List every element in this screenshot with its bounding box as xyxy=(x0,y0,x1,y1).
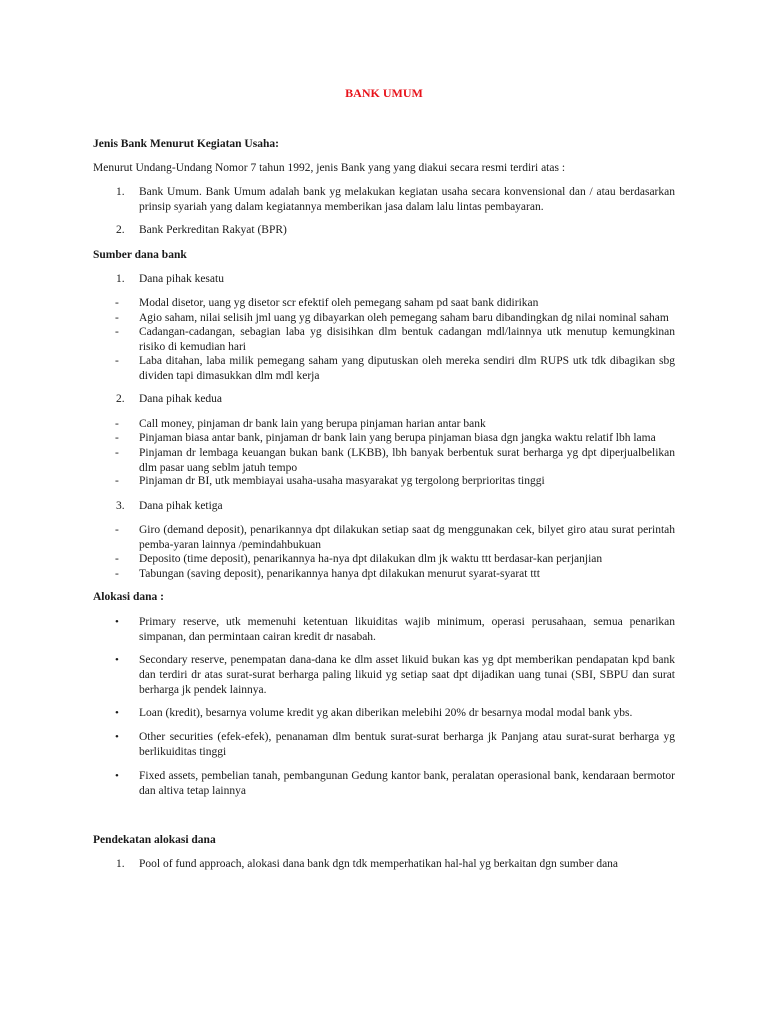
dash-item xyxy=(93,474,675,489)
dash-item xyxy=(93,552,675,567)
dash-item xyxy=(93,354,675,384)
dash-marker: - xyxy=(115,312,119,324)
numbered-subheading xyxy=(93,499,675,514)
dash-marker: - xyxy=(115,447,119,459)
dash-marker: - xyxy=(115,524,119,536)
bullet-item-text: Other securities (efek-efek), penanaman dlm bentuk surat-surat berharga jk Panjang atau surat-surat berharga yg berlikuiditas tinggi xyxy=(139,731,675,758)
list-marker: 3. xyxy=(116,500,125,512)
list-marker: 2. xyxy=(116,224,125,236)
bullet-item xyxy=(93,769,675,799)
bullet-marker: • xyxy=(115,707,119,719)
dash-marker: - xyxy=(115,355,119,367)
section-intro: Menurut Undang-Undang Nomor 7 tahun 1992, jenis Bank yang yang diakui secara resmi terdiri atas : xyxy=(93,162,566,174)
list-item-text: Bank Umum. Bank Umum adalah bank yg melakukan kegiatan usaha secara konvensional dan / atau berdasarkan prinsip syariah yang dalam kegiatannya memberikan jasa dalam lalu lintas pembayaran. xyxy=(139,186,675,213)
list-marker: 2. xyxy=(116,393,125,405)
dash-item xyxy=(93,431,675,446)
dash-marker: - xyxy=(115,326,119,338)
bullet-item-text: Primary reserve, utk memenuhi ketentuan likuiditas wajib minimum, operasi perusahaan, semua penarikan simpanan, dan permintaan cairan kredit dr nasabah. xyxy=(139,616,675,643)
bullet-marker: • xyxy=(115,616,119,628)
list-item xyxy=(93,857,675,872)
dash-item-text: Deposito (time deposit), penarikannya ha-nya dpt dilakukan dlm jk waktu ttt berdasar-kan perjanjian xyxy=(139,553,603,565)
list-item xyxy=(93,223,675,238)
dash-marker: - xyxy=(115,475,119,487)
section-heading-sumber-dana: Sumber dana bank xyxy=(93,249,187,261)
dash-marker: - xyxy=(115,432,119,444)
list-marker: 1. xyxy=(116,273,125,285)
dash-item-text: Modal disetor, uang yg disetor scr efektif oleh pemegang saham pd saat bank didirikan xyxy=(139,297,539,309)
bullet-item xyxy=(93,706,675,721)
dash-item-text: Giro (demand deposit), penarikannya dpt dilakukan setiap saat dg menggunakan cek, bilyet giro atau surat perintah pemba-yaran lainnya /pemindahbukuan xyxy=(139,524,675,551)
subheading-text: Dana pihak kesatu xyxy=(139,273,224,285)
bullet-item xyxy=(93,730,675,760)
dash-item xyxy=(93,296,675,311)
numbered-subheading xyxy=(93,272,675,287)
dash-item xyxy=(93,523,675,553)
dash-item-text: Tabungan (saving deposit), penarikannya hanya dpt dilakukan menurut syarat-syarat ttt xyxy=(139,568,540,580)
list-marker: 1. xyxy=(116,186,125,198)
dash-item-text: Agio saham, nilai selisih jml uang yg dibayarkan oleh pemegang saham baru dibandingkan dg nilai nominal saham xyxy=(139,312,669,324)
list-item-text: Bank Perkreditan Rakyat (BPR) xyxy=(139,224,287,236)
dash-marker: - xyxy=(115,297,119,309)
list-marker: 1. xyxy=(116,858,125,870)
bullet-item xyxy=(93,615,675,645)
dash-item-text: Pinjaman dr BI, utk membiayai usaha-usaha masyarakat yg tergolong berprioritas tinggi xyxy=(139,475,545,487)
bullet-item xyxy=(93,653,675,698)
list-item-text: Pool of fund approach, alokasi dana bank dgn tdk memperhatikan hal-hal yg berkaitan dgn sumber dana xyxy=(139,858,619,870)
subheading-text: Dana pihak ketiga xyxy=(139,500,223,512)
dash-item xyxy=(93,311,675,326)
bullet-marker: • xyxy=(115,770,119,782)
dash-item-text: Laba ditahan, laba milik pemegang saham yang diputuskan oleh mereka sendiri dlm RUPS utk tdk dibagikan sbg dividen tapi dimasukkan dlm mdl kerja xyxy=(139,355,675,382)
dash-item-text: Pinjaman biasa antar bank, pinjaman dr bank lain yang berupa pinjaman biasa dgn jangka waktu relatif lbh lama xyxy=(139,432,656,444)
bullet-item-text: Fixed assets, pembelian tanah, pembangunan Gedung kantor bank, peralatan operasional bank, kendaraan bermotor dan altiva tetap lainnya xyxy=(139,770,675,797)
dash-item xyxy=(93,567,675,582)
bullet-marker: • xyxy=(115,654,119,666)
dash-item-text: Pinjaman dr lembaga keuangan bukan bank (LKBB), lbh banyak berbentuk surat berharga yg dpt diperjualbelikan dlm pasar uang seblm jatuh tempo xyxy=(139,447,675,474)
numbered-subheading xyxy=(93,392,675,407)
dash-item-text: Cadangan-cadangan, sebagian laba yg disisihkan dlm bentuk cadangan mdl/lainnya utk menutup kemungkinan risiko di kemudian hari xyxy=(139,326,675,353)
bullet-item-text: Loan (kredit), besarnya volume kredit yg akan diberikan melebihi 20% dr besarnya modal modal bank ybs. xyxy=(139,707,633,719)
section-heading-jenis-bank: Jenis Bank Menurut Kegiatan Usaha: xyxy=(93,138,279,150)
dash-marker: - xyxy=(115,568,119,580)
subheading-text: Dana pihak kedua xyxy=(139,393,223,405)
document-title: BANK UMUM xyxy=(345,86,423,100)
bullet-item-text: Secondary reserve, penempatan dana-dana ke dlm asset likuid bukan kas yg dpt memberikan pendapatan kpd bank dan terdiri dr atas surat-surat berharga paling likuid yg setiap saat dpt dijadikan uang tunai (SBI, SBPU dan surat berharga jk pendek lainnya. xyxy=(139,654,675,696)
list-item xyxy=(93,185,675,215)
dash-marker: - xyxy=(115,418,119,430)
section-heading-pendekatan: Pendekatan alokasi dana xyxy=(93,834,216,846)
dash-item xyxy=(93,325,675,355)
bullet-marker: • xyxy=(115,731,119,743)
section-heading-alokasi-dana: Alokasi dana : xyxy=(93,591,164,603)
dash-item-text: Call money, pinjaman dr bank lain yang berupa pinjaman harian antar bank xyxy=(139,418,486,430)
dash-item xyxy=(93,446,675,476)
dash-item xyxy=(93,417,675,432)
dash-marker: - xyxy=(115,553,119,565)
